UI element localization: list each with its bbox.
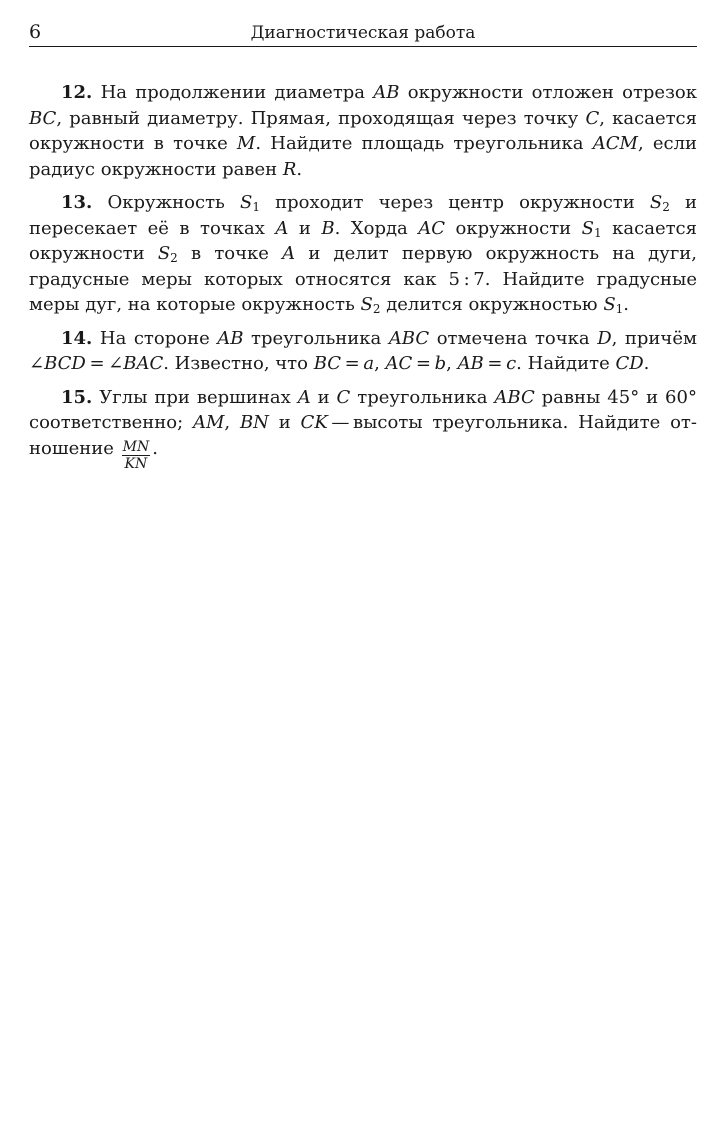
problem-text: На стороне AB треугольника ABC отмечена точка D, причём ∠BCD = ∠BAC. Известно, что BC = a, AC = b, AB = c. Найдите CD. [29, 327, 697, 374]
running-title: Диагностическая работа [250, 23, 476, 43]
problem-15: 15. Углы при вершинах A и C треугольника ABC равны 45° и 60° соответственно; AM, BN и CK — высоты треугольника. Найдите отношение $\frac{MN}{KN}$ . [29, 386, 697, 472]
problem-text: Окружность $S_1$ проходит через центр окружности $S_2$ и пересекает её в точках A и B. Хорда AC окружности $S_1$ касается окружности $S_2$ в точке A и делит первую окружность на дуги, градусные меры которых относятся как 5 : 7. Найдите градусные меры дуг, на которые окружность $S_2$ делится окружностью $S_1$. [29, 192, 698, 316]
problem-number: 14. [61, 327, 93, 349]
problem-text: На продолжении диаметра AB окружности отложен отрезок BC, равный диаметру. Прямая, проходящая через точку C, касается окружности в точке M. Найдите площадь треугольника ACM, если радиус окружности равен R. [29, 82, 698, 180]
page-number: 6 [29, 21, 42, 43]
problem-text: Углы при вершинах A и C треугольника ABC равны 45° и 60° соответственно; AM, BN и CK — высоты треугольника. Найдите отношение [29, 386, 697, 459]
problem-number: 12. [61, 82, 93, 103]
fraction [122, 439, 151, 472]
fraction-denominator: KN [124, 455, 148, 472]
problem-list [29, 80, 697, 480]
problem-number: 13. [61, 192, 93, 213]
problem-14 [29, 326, 697, 377]
fraction-numerator: MN [122, 438, 150, 455]
page-header [29, 20, 697, 47]
problem-number: 15. [61, 386, 93, 408]
problem-12 [29, 80, 697, 182]
problem-13 [29, 190, 697, 318]
